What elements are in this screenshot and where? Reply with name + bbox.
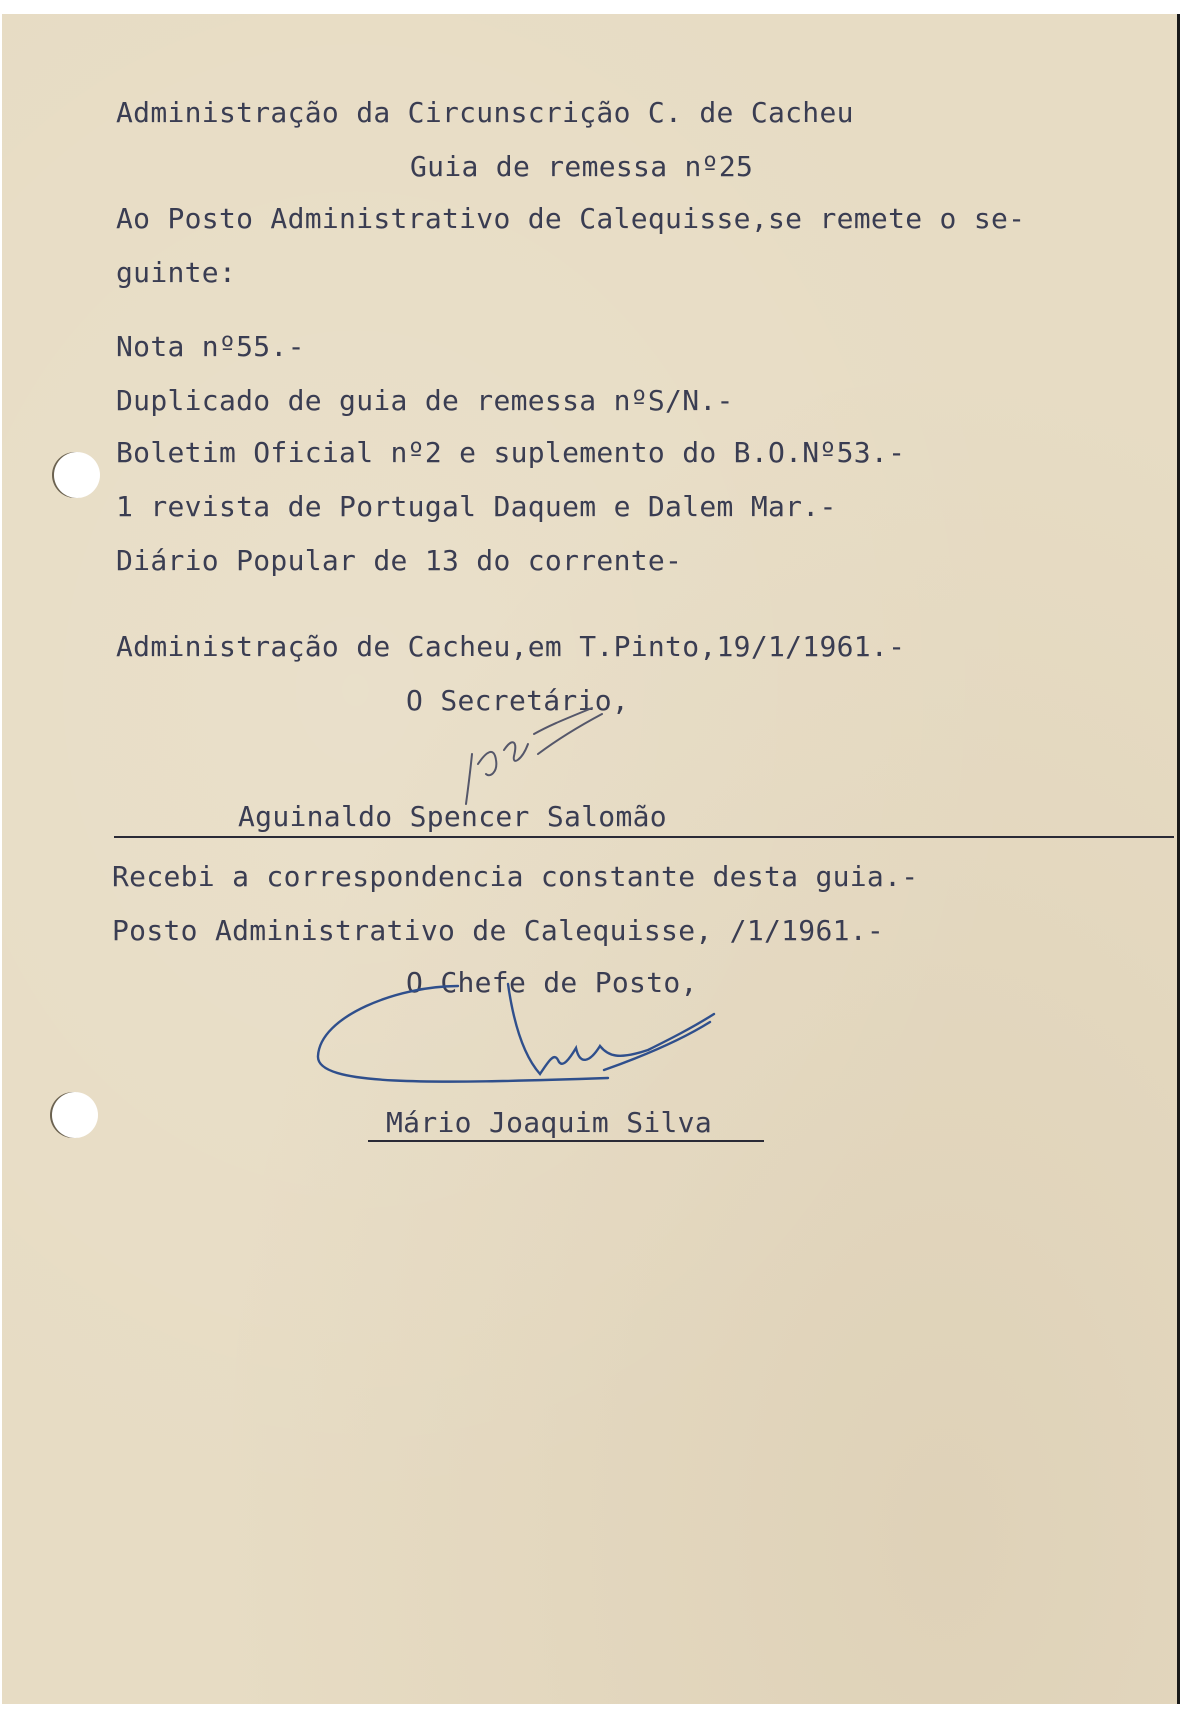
secretary-signature <box>442 694 622 814</box>
chief-signature <box>308 966 728 1106</box>
chief-name: Mário Joaquim Silva <box>386 1106 712 1139</box>
secretary-role: O Secretário, <box>406 684 630 717</box>
punch-hole-bottom <box>52 1092 98 1138</box>
item-3: Boletim Oficial nº2 e suplemento do B.O.Nº53.- <box>116 436 906 469</box>
header-line-2: Guia de remessa nº25 <box>410 150 754 183</box>
intro-line-1: Ao Posto Administrativo de Calequisse,se remete o se- <box>116 202 1026 235</box>
item-4: 1 revista de Portugal Daquem e Dalem Mar.- <box>116 490 837 523</box>
section-divider <box>114 836 1174 838</box>
chief-name-underline <box>368 1140 764 1142</box>
header-line-1: Administração da Circunscrição C. de Cacheu <box>116 96 854 129</box>
item-2: Duplicado de guia de remessa nºS/N.- <box>116 384 734 417</box>
item-5: Diário Popular de 13 do corrente- <box>116 544 683 577</box>
receipt-line-2: Posto Administrativo de Calequisse, /1/1961.- <box>112 914 885 947</box>
intro-line-2: guinte: <box>116 256 237 289</box>
dispatch-place-date: Administração de Cacheu,em T.Pinto,19/1/1961.- <box>116 630 906 663</box>
chief-role: O Chefe de Posto, <box>406 966 698 999</box>
punch-hole-top <box>54 452 100 498</box>
document-page <box>2 14 1180 1704</box>
receipt-line-1: Recebi a correspondencia constante desta guia.- <box>112 860 919 893</box>
item-1: Nota nº55.- <box>116 330 305 363</box>
secretary-name: Aguinaldo Spencer Salomão <box>238 800 667 833</box>
